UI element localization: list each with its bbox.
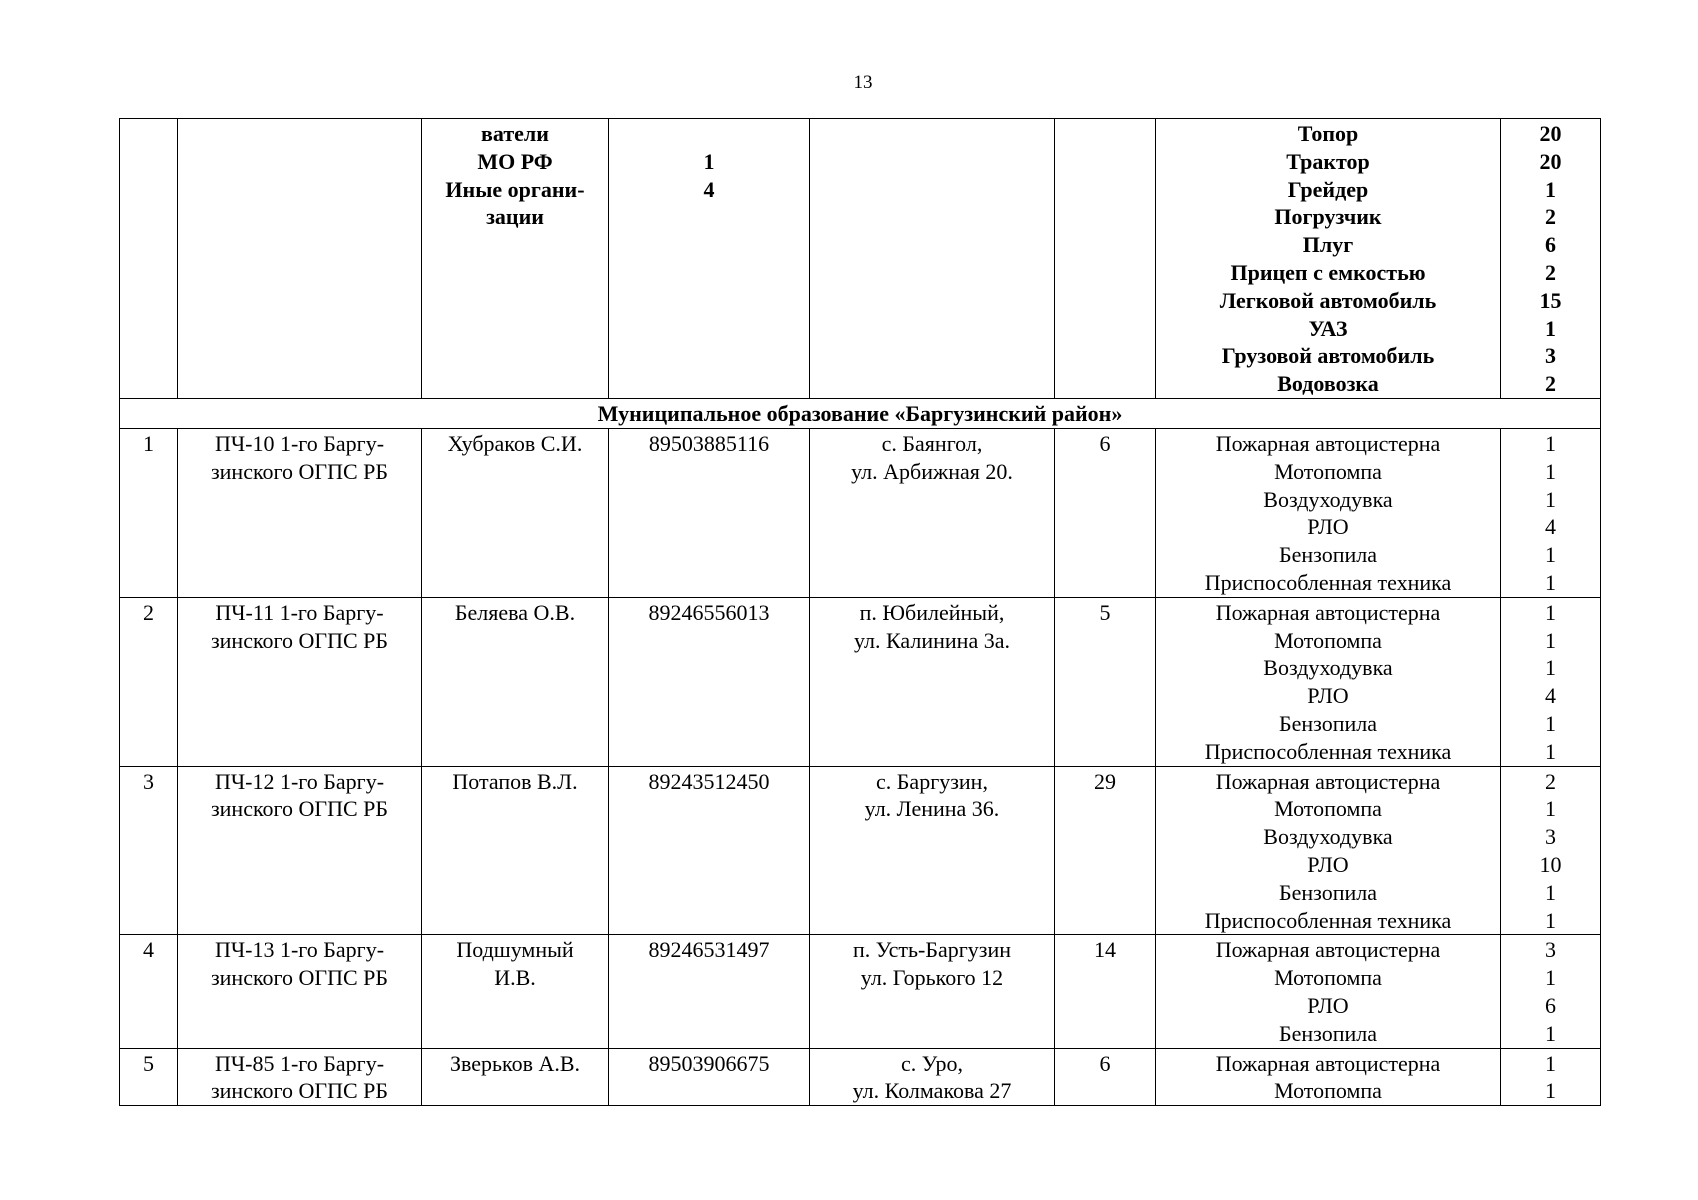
equipment-name: Пожарная автоцистерна	[1215, 599, 1441, 625]
text-line	[611, 120, 807, 148]
equipment-name: РЛО	[1307, 683, 1349, 709]
cell-address	[810, 119, 1055, 399]
unit-name-line: ПЧ-85 1-го Баргу-	[214, 1050, 385, 1076]
equipment-count: 1	[1545, 176, 1556, 202]
cell-phone	[609, 1048, 810, 1106]
cell-head	[422, 597, 609, 766]
cell-phone	[609, 119, 810, 399]
cell-staff	[1055, 597, 1156, 766]
address-line: ул. Горького 12	[860, 965, 1004, 991]
phone-number: 89503906675	[648, 1050, 770, 1076]
cell-unit	[178, 597, 422, 766]
equipment-name: Воздуходувка	[1263, 824, 1393, 850]
equipment-name: Грузовой автомобиль	[1221, 343, 1435, 369]
unit-name-line: ПЧ-10 1-го Баргу-	[214, 430, 385, 456]
equipment-count: 1	[1545, 796, 1556, 822]
row-number: 2	[143, 599, 154, 625]
equipment-name: Легковой автомобиль	[1219, 287, 1437, 313]
unit-name-line: зинского ОГПС РБ	[210, 965, 389, 991]
cell-equipment-counts	[1501, 119, 1601, 399]
cell-address	[810, 597, 1055, 766]
text-line: ватели	[481, 121, 549, 146]
equipment-count: 2	[1545, 371, 1556, 397]
address-line: ул. Калинина 3а.	[854, 627, 1010, 653]
equipment-table	[119, 118, 1601, 1106]
equipment-count: 1	[1545, 486, 1556, 512]
equipment-name: Приспособленная техника	[1204, 738, 1452, 764]
table-row	[120, 1048, 1601, 1106]
address-line: с. Баргузин,	[876, 768, 988, 794]
equipment-name: Пожарная автоцистерна	[1215, 1050, 1441, 1076]
equipment-count: 1	[1545, 627, 1556, 653]
row-number: 1	[143, 430, 154, 456]
row-number: 4	[143, 937, 154, 963]
table-row	[120, 766, 1601, 935]
address-line: с. Баянгол,	[881, 430, 983, 456]
cell-num	[120, 428, 178, 597]
equipment-count: 1	[1545, 542, 1556, 568]
text-line: 4	[703, 176, 715, 202]
head-name-line: Зверьков А.В.	[449, 1050, 581, 1076]
head-name-line: Хубраков С.И.	[447, 430, 583, 456]
cell-equipment-counts	[1501, 935, 1601, 1048]
cell-head	[422, 119, 609, 399]
section-title: Муниципальное образование «Баргузинский район»	[120, 398, 1601, 428]
cell-address	[810, 428, 1055, 597]
cell-unit	[178, 935, 422, 1048]
equipment-name: Водовозка	[1277, 371, 1379, 397]
equipment-count: 1	[1545, 1050, 1556, 1076]
equipment-count: 1	[1545, 569, 1556, 595]
address-line: с. Уро,	[901, 1050, 963, 1076]
cell-num	[120, 935, 178, 1048]
cell-num	[120, 119, 178, 399]
equipment-count: 1	[1545, 907, 1556, 933]
equipment-count: 4	[1545, 514, 1556, 540]
equipment-count: 2	[1545, 768, 1556, 794]
staff-count: 6	[1099, 1050, 1111, 1076]
equipment-name: Пожарная автоцистерна	[1215, 430, 1441, 456]
equipment-count: 2	[1545, 259, 1556, 285]
unit-name-line: зинского ОГПС РБ	[210, 627, 389, 653]
cell-staff	[1055, 119, 1156, 399]
equipment-count: 1	[1545, 458, 1556, 484]
cell-equipment-names	[1156, 1048, 1501, 1106]
equipment-count: 3	[1545, 824, 1556, 850]
unit-name-line: ПЧ-12 1-го Баргу-	[214, 768, 385, 794]
equipment-name: Мотопомпа	[1274, 627, 1382, 653]
equipment-name: Мотопомпа	[1274, 965, 1382, 991]
cell-head	[422, 766, 609, 935]
equipment-count: 1	[1545, 879, 1556, 905]
equipment-name: Воздуходувка	[1263, 486, 1393, 512]
unit-name-line: зинского ОГПС РБ	[210, 796, 389, 822]
table-row	[120, 935, 1601, 1048]
equipment-name: Мотопомпа	[1274, 796, 1382, 822]
equipment-count: 1	[1545, 655, 1556, 681]
phone-number: 89246556013	[648, 599, 770, 625]
equipment-name: Грейдер	[1287, 176, 1369, 202]
cell-equipment-names	[1156, 935, 1501, 1048]
text-line: зации	[486, 204, 544, 230]
head-name-line: Беляева О.В.	[454, 599, 576, 625]
equipment-count: 1	[1545, 710, 1556, 736]
section-row	[120, 398, 1601, 428]
cell-staff	[1055, 1048, 1156, 1106]
equipment-count: 1	[1545, 599, 1556, 625]
equipment-count: 10	[1539, 851, 1562, 877]
phone-number: 89243512450	[648, 768, 770, 794]
cell-equipment-names	[1156, 428, 1501, 597]
head-name-line: И.В.	[494, 965, 536, 991]
equipment-name: Бензопила	[1278, 879, 1378, 905]
equipment-count: 1	[1545, 315, 1556, 341]
equipment-name: Топор	[1297, 121, 1359, 146]
cell-equipment-names	[1156, 597, 1501, 766]
cell-phone	[609, 766, 810, 935]
equipment-name: Мотопомпа	[1274, 1078, 1382, 1104]
cell-num	[120, 1048, 178, 1106]
equipment-name: Бензопила	[1278, 542, 1378, 568]
cell-unit	[178, 119, 422, 399]
staff-count: 29	[1094, 768, 1116, 794]
equipment-name: Пожарная автоцистерна	[1215, 768, 1441, 794]
table-row	[120, 428, 1601, 597]
text-line: Иные органи-	[445, 176, 585, 202]
equipment-count: 20	[1539, 121, 1562, 146]
head-name-line: Потапов В.Л.	[452, 768, 578, 794]
address-line: п. Юбилейный,	[859, 599, 1005, 625]
cell-equipment-counts	[1501, 1048, 1601, 1106]
text-line: МО РФ	[477, 148, 553, 174]
equipment-name: Бензопила	[1278, 710, 1378, 736]
unit-name-line: зинского ОГПС РБ	[210, 458, 389, 484]
cell-head	[422, 1048, 609, 1106]
cell-staff	[1055, 766, 1156, 935]
address-line: ул. Колмакова 27	[852, 1078, 1012, 1104]
equipment-name: Прицеп с емкостью	[1230, 259, 1426, 285]
equipment-name: Воздуходувка	[1263, 655, 1393, 681]
equipment-name: УАЗ	[1308, 315, 1348, 341]
cell-equipment-names	[1156, 119, 1501, 399]
equipment-count: 2	[1545, 204, 1556, 230]
page-number: 13	[853, 72, 873, 93]
cell-phone	[609, 935, 810, 1048]
table-row	[120, 597, 1601, 766]
cell-unit	[178, 428, 422, 597]
equipment-name: РЛО	[1307, 514, 1349, 540]
cell-head	[422, 428, 609, 597]
equipment-name: РЛО	[1307, 992, 1349, 1018]
cell-num	[120, 597, 178, 766]
equipment-name: Мотопомпа	[1274, 458, 1382, 484]
equipment-count: 6	[1545, 992, 1556, 1018]
cell-unit	[178, 766, 422, 935]
cell-unit	[178, 1048, 422, 1106]
head-name-line: Подшумный	[456, 937, 574, 963]
cell-phone	[609, 428, 810, 597]
continuation-row	[120, 119, 1601, 399]
address-line: ул. Ленина 36.	[864, 796, 1000, 822]
equipment-name: Пожарная автоцистерна	[1215, 937, 1441, 963]
row-number: 5	[143, 1050, 154, 1076]
staff-count: 5	[1099, 599, 1111, 625]
staff-count: 6	[1099, 430, 1111, 456]
cell-staff	[1055, 935, 1156, 1048]
cell-num	[120, 766, 178, 935]
staff-count: 14	[1094, 937, 1116, 963]
equipment-name: Погрузчик	[1274, 204, 1382, 230]
equipment-count: 20	[1539, 148, 1562, 174]
unit-name-line: ПЧ-11 1-го Баргу-	[215, 599, 384, 625]
cell-head	[422, 935, 609, 1048]
equipment-name: Приспособленная техника	[1204, 569, 1452, 595]
cell-equipment-counts	[1501, 766, 1601, 935]
cell-equipment-counts	[1501, 597, 1601, 766]
equipment-count: 15	[1539, 287, 1562, 313]
equipment-count: 1	[1545, 738, 1556, 764]
equipment-count: 4	[1545, 683, 1556, 709]
cell-equipment-counts	[1501, 428, 1601, 597]
equipment-count: 6	[1545, 232, 1556, 258]
address-line: п. Усть-Баргузин	[852, 937, 1012, 963]
equipment-name: Трактор	[1286, 148, 1370, 174]
cell-phone	[609, 597, 810, 766]
cell-address	[810, 1048, 1055, 1106]
equipment-name: РЛО	[1307, 851, 1349, 877]
phone-number: 89246531497	[648, 937, 770, 963]
cell-equipment-names	[1156, 766, 1501, 935]
equipment-count: 1	[1545, 430, 1556, 456]
cell-address	[810, 935, 1055, 1048]
equipment-name: Приспособленная техника	[1204, 907, 1452, 933]
phone-number: 89503885116	[648, 430, 770, 456]
address-line: ул. Арбижная 20.	[851, 458, 1013, 484]
equipment-count: 1	[1545, 965, 1556, 991]
cell-staff	[1055, 428, 1156, 597]
equipment-name: Плуг	[1302, 232, 1354, 258]
equipment-count: 3	[1545, 343, 1556, 369]
unit-name-line: зинского ОГПС РБ	[210, 1078, 389, 1104]
text-line: 1	[703, 148, 715, 174]
equipment-count: 1	[1545, 1078, 1556, 1104]
equipment-count: 3	[1545, 937, 1556, 963]
cell-address	[810, 766, 1055, 935]
unit-name-line: ПЧ-13 1-го Баргу-	[214, 937, 385, 963]
equipment-count: 1	[1545, 1020, 1556, 1046]
row-number: 3	[143, 768, 154, 794]
equipment-name: Бензопила	[1278, 1020, 1378, 1046]
